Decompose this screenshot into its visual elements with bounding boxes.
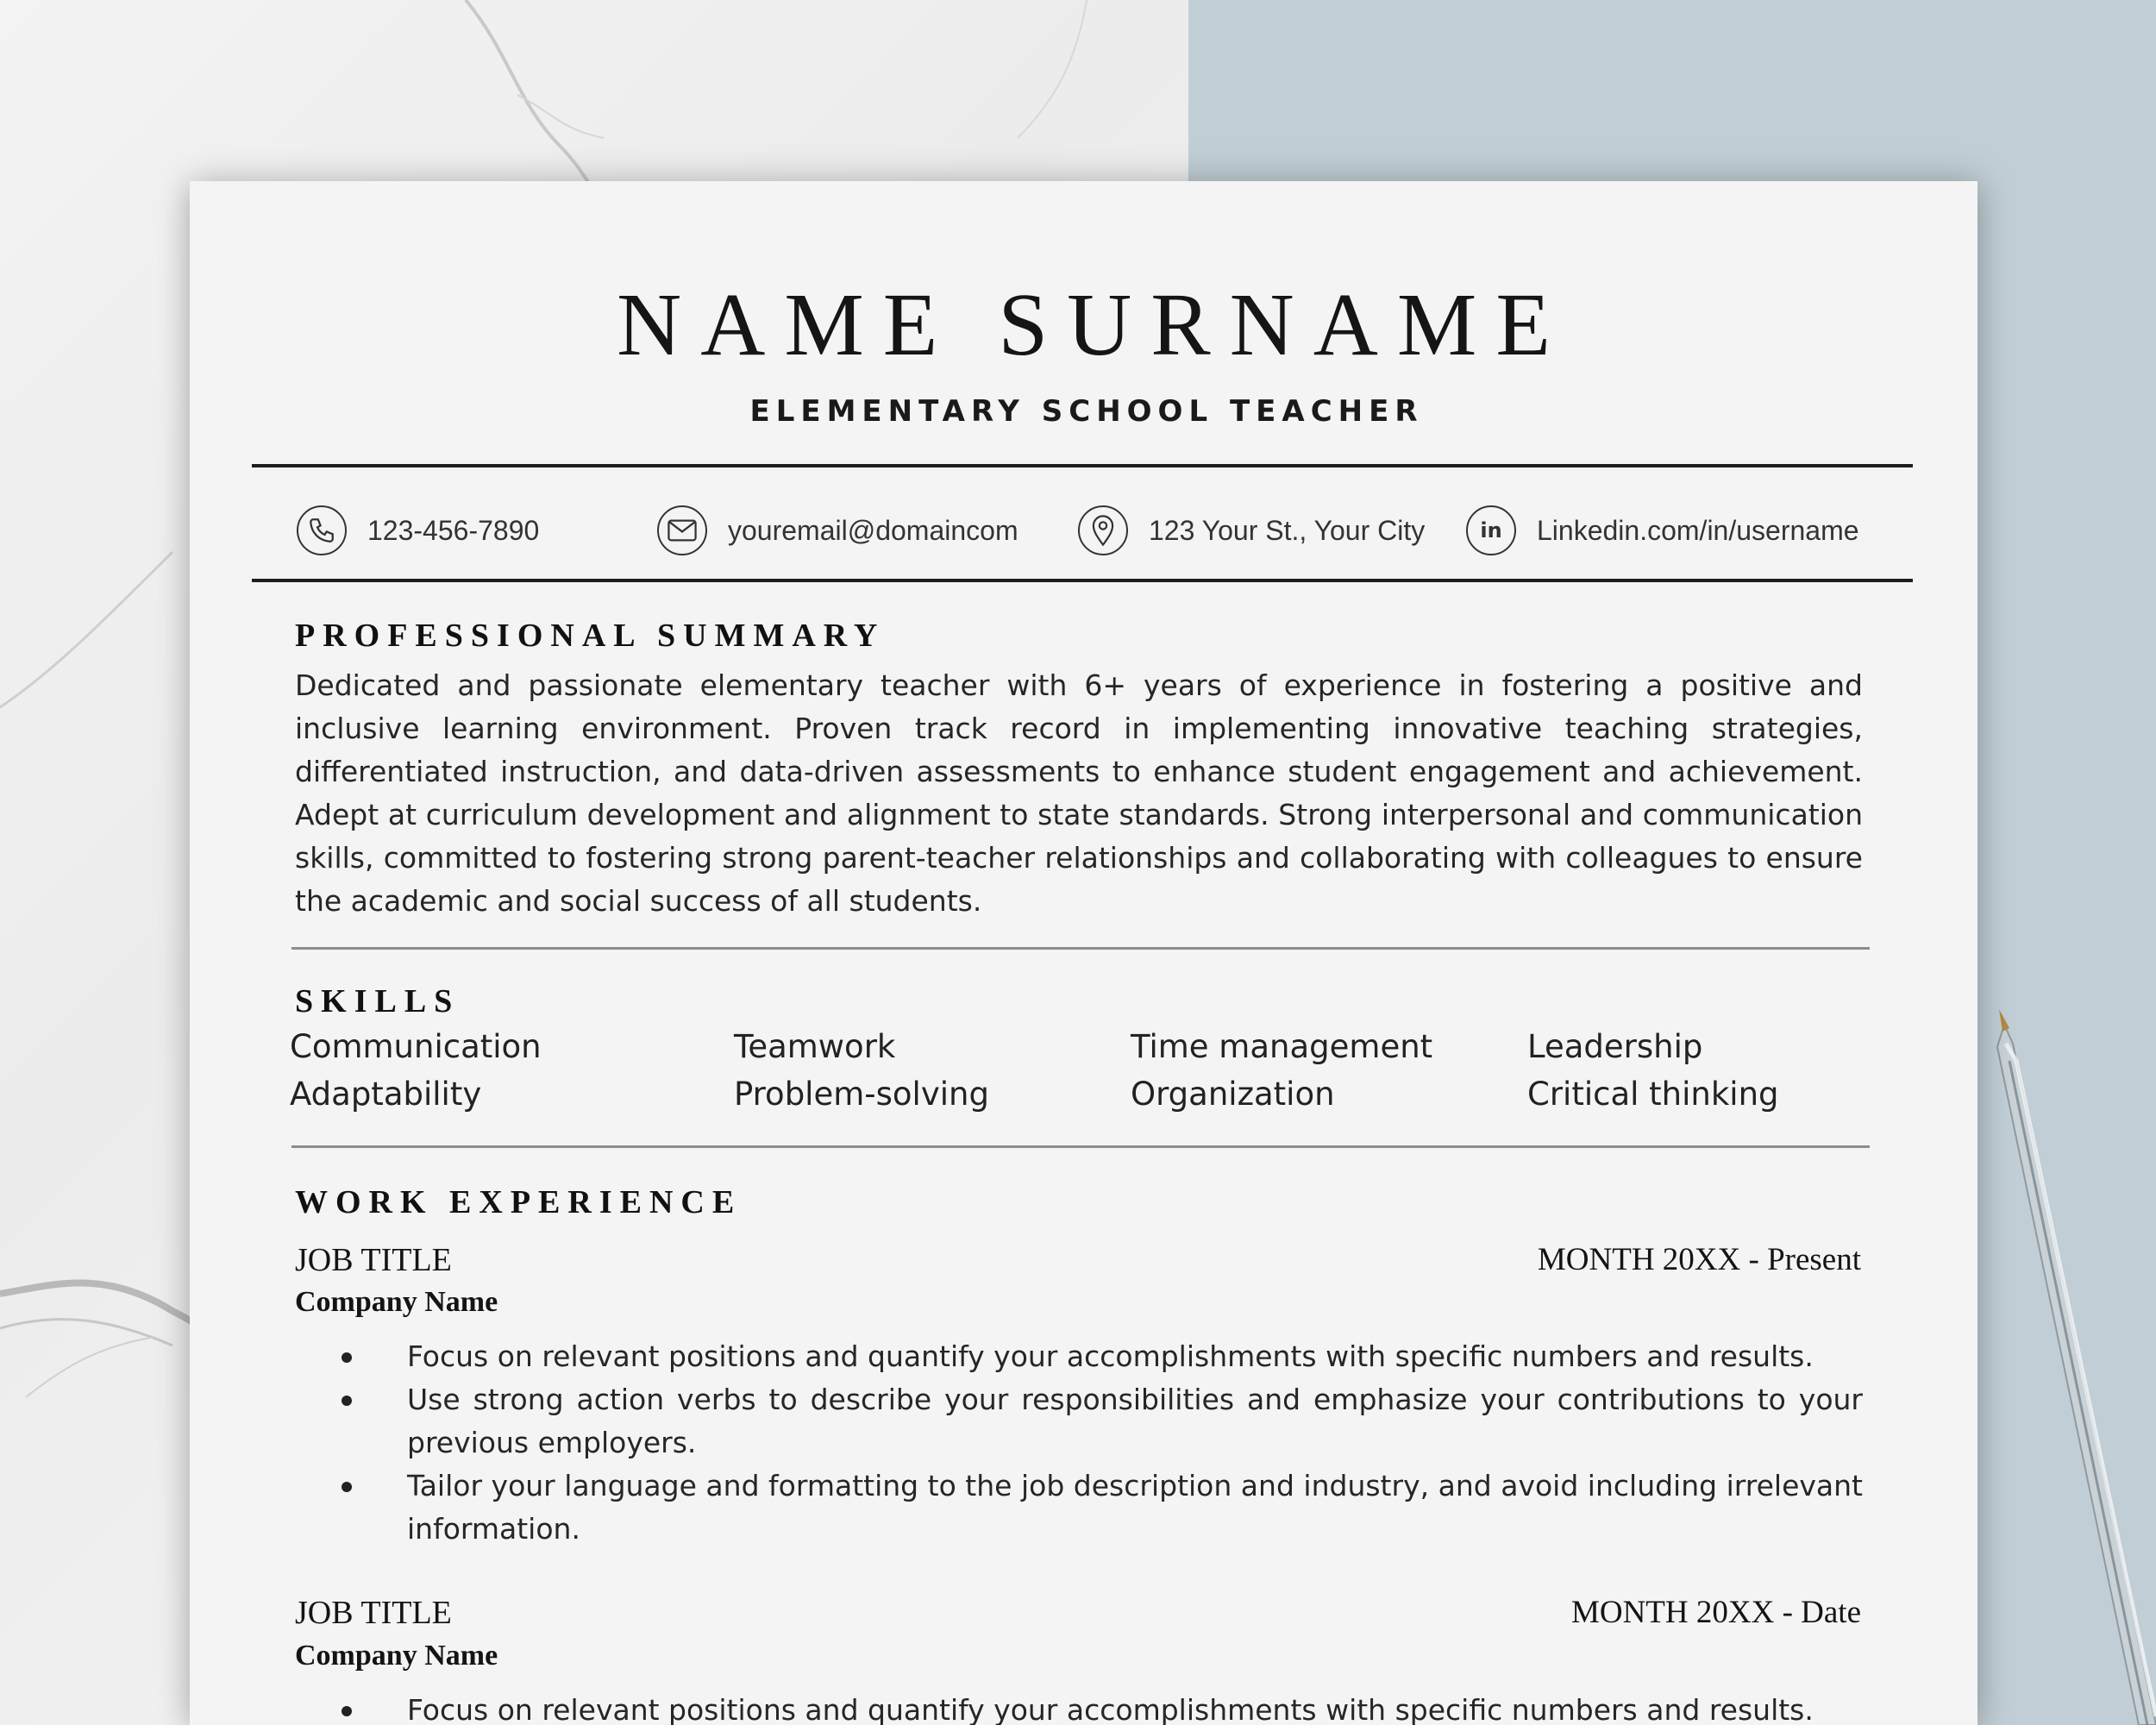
job-bullets [319,1689,1863,1725]
resume-role: ELEMENTARY SCHOOL TEACHER [749,394,1424,429]
skill-item: Communication [290,1028,542,1065]
pen-icon [1975,1009,2156,1725]
list-item: Focus on relevant positions and quantify your accomplishments with specific numbers and results. [319,1335,1863,1378]
linkedin-icon [1466,505,1516,555]
contact-phone [297,492,539,569]
skill-item: Teamwork [734,1028,896,1065]
resume-name: NAME SURNAME [617,275,1570,374]
summary-heading: PROFESSIONAL SUMMARY [295,618,886,654]
job-dates: MONTH 20XX - Present [1537,1242,1861,1277]
divider-contact [252,579,1913,582]
company-name: Company Name [295,1286,498,1318]
email-address: youremail@domaincom [728,514,1018,546]
skill-item: Organization [1131,1076,1335,1113]
job-dates: MONTH 20XX - Date [1570,1595,1861,1630]
experience-heading: WORK EXPERIENCE [295,1184,743,1220]
skills-grid [290,1028,1868,1126]
contact-email [657,492,1018,569]
divider-top [252,464,1913,467]
contact-address [1078,492,1425,569]
linkedin-glyph: in [1480,518,1502,543]
list-item: Use strong action verbs to describe your responsibilities and emphasize your contributions to your previous employers. [319,1378,1863,1465]
phone-icon [297,505,347,555]
skill-item: Adaptability [290,1076,482,1113]
skill-item: Problem-solving [734,1076,989,1113]
location-pin-icon [1078,505,1128,555]
skill-item: Critical thinking [1527,1076,1779,1113]
job-title: JOB TITLE [295,1242,452,1278]
list-item: Tailor your language and formatting to the job description and industry, and avoid including irrelevant information. [319,1465,1863,1551]
skills-heading: SKILLS [295,983,461,1019]
linkedin-url: Linkedin.com/in/username [1537,514,1859,546]
divider-summary [291,947,1870,950]
street-address: 123 Your St., Your City [1149,514,1426,546]
contact-linkedin [1466,492,1859,569]
mail-icon [657,505,707,555]
job-title: JOB TITLE [295,1595,452,1631]
summary-text: Dedicated and passionate elementary teacher with 6+ years of experience in fostering a positive and inclusive learning environment. Proven track record in implementing innovative teaching strategies, differentiated instruction, and data-driven assessments to enhance student engagement and achievement. Adept at curriculum development and alignment to state standards. Strong interpersonal and communication skills, committed to fostering strong parent-teacher relationships and collaborating with colleagues to ensure the academic and social success of all students. [295,668,1863,918]
skill-item: Time management [1131,1028,1433,1065]
list-item: Focus on relevant positions and quantify your accomplishments with specific numbers and results. [319,1689,1863,1725]
skill-item: Leadership [1527,1028,1703,1065]
job-bullets [319,1335,1863,1551]
phone-number: 123-456-7890 [367,514,540,546]
resume-page [190,181,1977,1725]
company-name: Company Name [295,1640,498,1672]
divider-skills [291,1145,1870,1148]
